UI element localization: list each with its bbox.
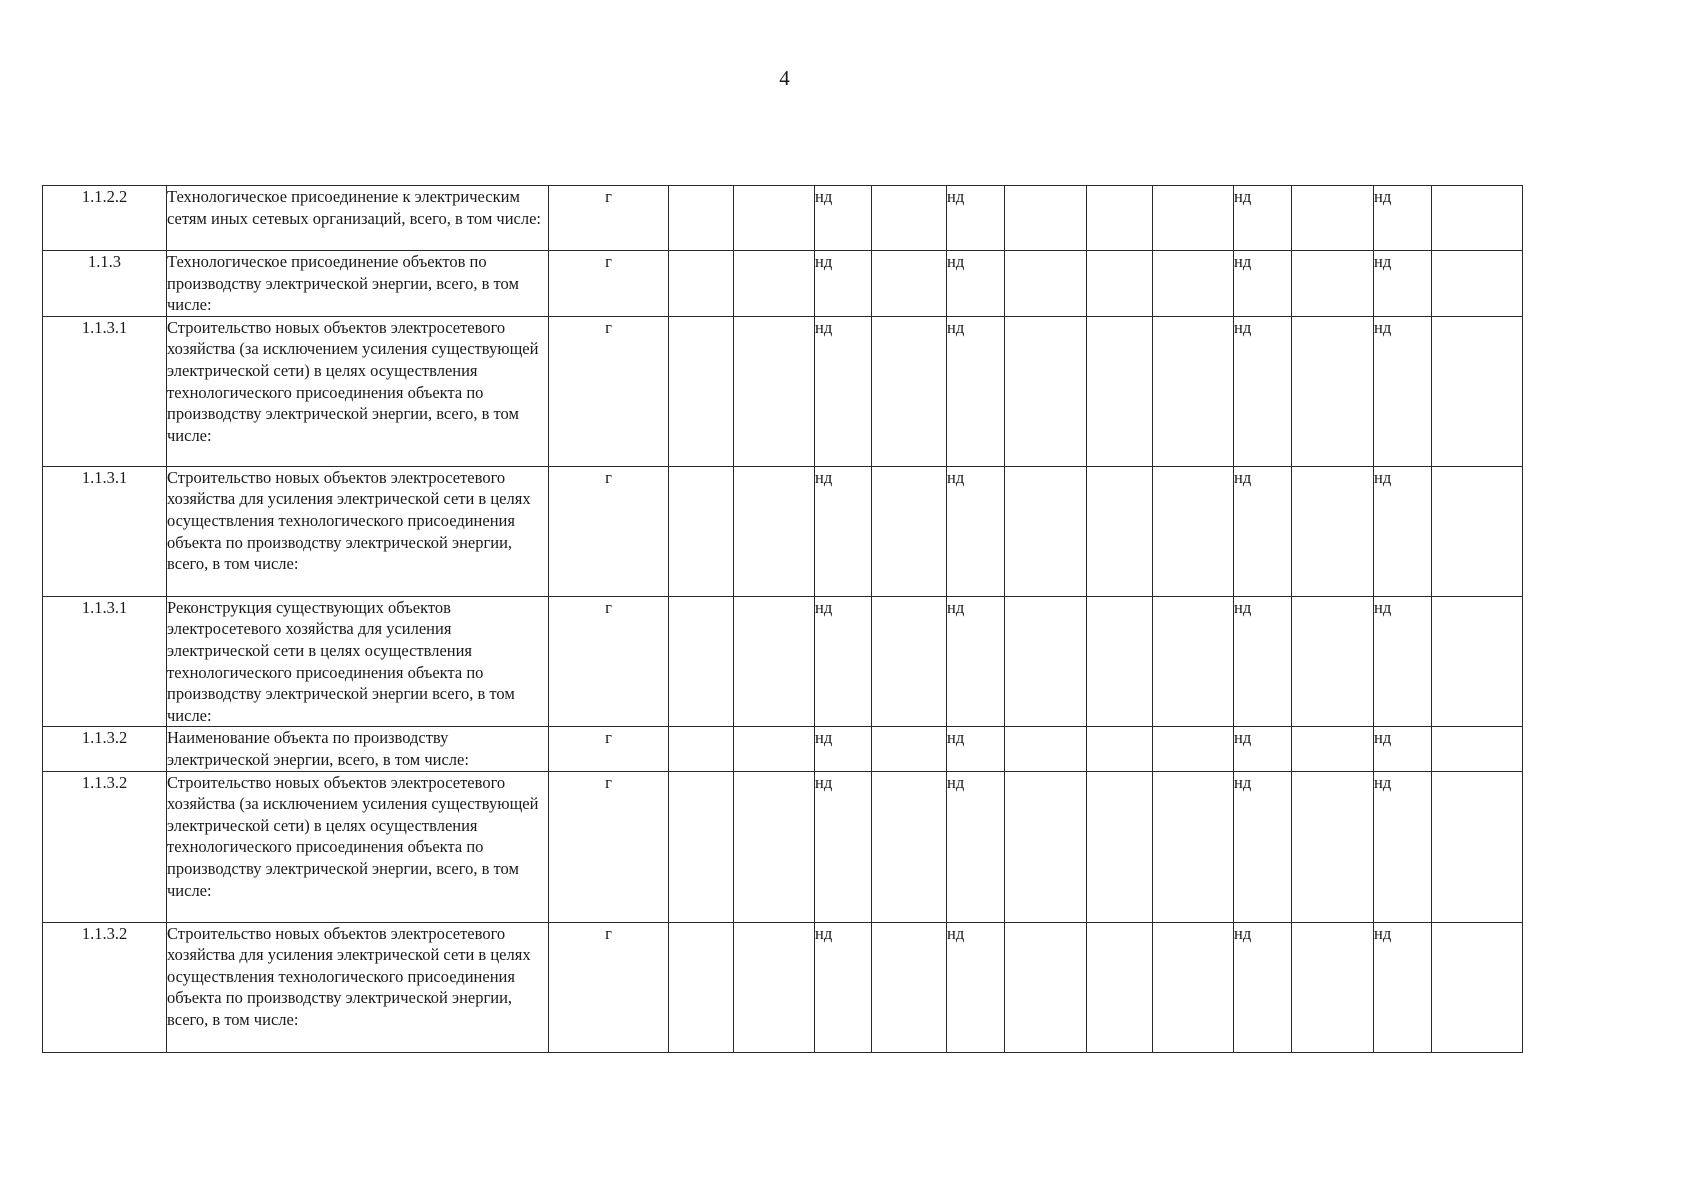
- row-type-g: г: [549, 727, 669, 771]
- row-nd-2: нд: [947, 186, 1005, 251]
- empty-cell: [1153, 251, 1234, 317]
- empty-cell: [1087, 771, 1153, 922]
- empty-cell: [669, 316, 734, 466]
- empty-cell: [1087, 596, 1153, 727]
- empty-cell: [669, 466, 734, 596]
- row-nd-4: нд: [1374, 466, 1432, 596]
- row-type-g: г: [549, 596, 669, 727]
- row-nd-4: нд: [1374, 596, 1432, 727]
- row-code: 1.1.3.2: [43, 727, 167, 771]
- row-nd-2: нд: [947, 727, 1005, 771]
- data-table: [42, 185, 1523, 1053]
- row-description: Технологическое присоединение к электрическим сетям иных сетевых организаций, всего, в том числе:: [167, 186, 549, 251]
- row-nd-3: нд: [1234, 727, 1292, 771]
- row-nd-1: нд: [815, 316, 872, 466]
- row-nd-1: нд: [815, 922, 872, 1052]
- table-row: [43, 316, 1523, 466]
- row-description: Строительство новых объектов электросетевого хозяйства (за исключением усиления существующей электрической сети) в целях осуществления технологического присоединения объекта по производству электрической энергии, всего, в том числе:: [167, 316, 549, 466]
- empty-cell: [669, 922, 734, 1052]
- empty-cell: [1292, 186, 1374, 251]
- empty-cell: [1432, 251, 1523, 317]
- row-description: Реконструкция существующих объектов электросетевого хозяйства для усиления электрической сети в целях осуществления технологического присоединения объекта по производству электрической энергии всего, в том числе:: [167, 596, 549, 727]
- row-type-g: г: [549, 186, 669, 251]
- empty-cell: [1432, 727, 1523, 771]
- empty-cell: [1087, 316, 1153, 466]
- row-nd-3: нд: [1234, 922, 1292, 1052]
- empty-cell: [1292, 922, 1374, 1052]
- row-description: Строительство новых объектов электросетевого хозяйства для усиления электрической сети в целях осуществления технологического присоединения объекта по производству электрической энергии, всего, в том числе:: [167, 922, 549, 1052]
- table-row: [43, 186, 1523, 251]
- row-nd-2: нд: [947, 596, 1005, 727]
- row-nd-2: нд: [947, 922, 1005, 1052]
- table-row: [43, 596, 1523, 727]
- row-nd-2: нд: [947, 316, 1005, 466]
- empty-cell: [872, 466, 947, 596]
- empty-cell: [1087, 922, 1153, 1052]
- row-nd-4: нд: [1374, 771, 1432, 922]
- row-nd-1: нд: [815, 596, 872, 727]
- empty-cell: [1005, 771, 1087, 922]
- table-body: [43, 186, 1523, 1053]
- empty-cell: [1005, 596, 1087, 727]
- row-type-g: г: [549, 316, 669, 466]
- table-row: [43, 922, 1523, 1052]
- row-code: 1.1.3.1: [43, 466, 167, 596]
- row-nd-3: нд: [1234, 466, 1292, 596]
- row-code: 1.1.3.1: [43, 316, 167, 466]
- row-nd-3: нд: [1234, 771, 1292, 922]
- empty-cell: [1005, 466, 1087, 596]
- empty-cell: [734, 727, 815, 771]
- row-description: Технологическое присоединение объектов по производству электрической энергии, всего, в том числе:: [167, 251, 549, 317]
- empty-cell: [1292, 316, 1374, 466]
- empty-cell: [1432, 922, 1523, 1052]
- empty-cell: [872, 727, 947, 771]
- empty-cell: [872, 251, 947, 317]
- row-nd-3: нд: [1234, 186, 1292, 251]
- row-description: Строительство новых объектов электросетевого хозяйства для усиления электрической сети в целях осуществления технологического присоединения объекта по производству электрической энергии, всего, в том числе:: [167, 466, 549, 596]
- empty-cell: [1432, 596, 1523, 727]
- empty-cell: [872, 922, 947, 1052]
- row-nd-3: нд: [1234, 596, 1292, 727]
- table-row: [43, 251, 1523, 317]
- empty-cell: [872, 771, 947, 922]
- empty-cell: [872, 316, 947, 466]
- empty-cell: [1432, 466, 1523, 596]
- row-nd-2: нд: [947, 771, 1005, 922]
- empty-cell: [872, 186, 947, 251]
- row-type-g: г: [549, 251, 669, 317]
- table-row: [43, 771, 1523, 922]
- empty-cell: [1153, 186, 1234, 251]
- empty-cell: [734, 186, 815, 251]
- empty-cell: [734, 771, 815, 922]
- empty-cell: [1292, 466, 1374, 596]
- row-nd-4: нд: [1374, 922, 1432, 1052]
- empty-cell: [1292, 727, 1374, 771]
- row-nd-3: нд: [1234, 316, 1292, 466]
- empty-cell: [1153, 316, 1234, 466]
- row-code: 1.1.3: [43, 251, 167, 317]
- row-description: Наименование объекта по производству электрической энергии, всего, в том числе:: [167, 727, 549, 771]
- row-code: 1.1.2.2: [43, 186, 167, 251]
- row-nd-2: нд: [947, 466, 1005, 596]
- empty-cell: [1432, 771, 1523, 922]
- row-nd-4: нд: [1374, 727, 1432, 771]
- page-number: 4: [779, 66, 790, 90]
- empty-cell: [734, 316, 815, 466]
- empty-cell: [1292, 251, 1374, 317]
- empty-cell: [1005, 727, 1087, 771]
- empty-cell: [669, 596, 734, 727]
- empty-cell: [734, 922, 815, 1052]
- row-nd-1: нд: [815, 186, 872, 251]
- table-row: [43, 727, 1523, 771]
- empty-cell: [1292, 596, 1374, 727]
- row-type-g: г: [549, 922, 669, 1052]
- empty-cell: [1153, 596, 1234, 727]
- table-row: [43, 466, 1523, 596]
- empty-cell: [1005, 922, 1087, 1052]
- row-code: 1.1.3.2: [43, 922, 167, 1052]
- empty-cell: [669, 251, 734, 317]
- empty-cell: [734, 251, 815, 317]
- empty-cell: [872, 596, 947, 727]
- empty-cell: [1292, 771, 1374, 922]
- empty-cell: [1005, 186, 1087, 251]
- empty-cell: [1087, 251, 1153, 317]
- empty-cell: [1153, 727, 1234, 771]
- empty-cell: [1087, 186, 1153, 251]
- row-nd-3: нд: [1234, 251, 1292, 317]
- row-description: Строительство новых объектов электросетевого хозяйства (за исключением усиления существующей электрической сети) в целях осуществления технологического присоединения объекта по производству электрической энергии, всего, в том числе:: [167, 771, 549, 922]
- row-nd-1: нд: [815, 727, 872, 771]
- row-type-g: г: [549, 466, 669, 596]
- empty-cell: [1432, 316, 1523, 466]
- empty-cell: [669, 771, 734, 922]
- row-nd-4: нд: [1374, 251, 1432, 317]
- empty-cell: [1005, 251, 1087, 317]
- row-nd-1: нд: [815, 771, 872, 922]
- row-nd-2: нд: [947, 251, 1005, 317]
- row-nd-4: нд: [1374, 186, 1432, 251]
- empty-cell: [734, 596, 815, 727]
- row-nd-1: нд: [815, 251, 872, 317]
- empty-cell: [1153, 466, 1234, 596]
- empty-cell: [1153, 922, 1234, 1052]
- row-code: 1.1.3.2: [43, 771, 167, 922]
- row-nd-1: нд: [815, 466, 872, 596]
- row-code: 1.1.3.1: [43, 596, 167, 727]
- empty-cell: [669, 186, 734, 251]
- empty-cell: [669, 727, 734, 771]
- empty-cell: [1087, 727, 1153, 771]
- empty-cell: [1432, 186, 1523, 251]
- row-nd-4: нд: [1374, 316, 1432, 466]
- row-type-g: г: [549, 771, 669, 922]
- empty-cell: [1153, 771, 1234, 922]
- empty-cell: [734, 466, 815, 596]
- empty-cell: [1087, 466, 1153, 596]
- empty-cell: [1005, 316, 1087, 466]
